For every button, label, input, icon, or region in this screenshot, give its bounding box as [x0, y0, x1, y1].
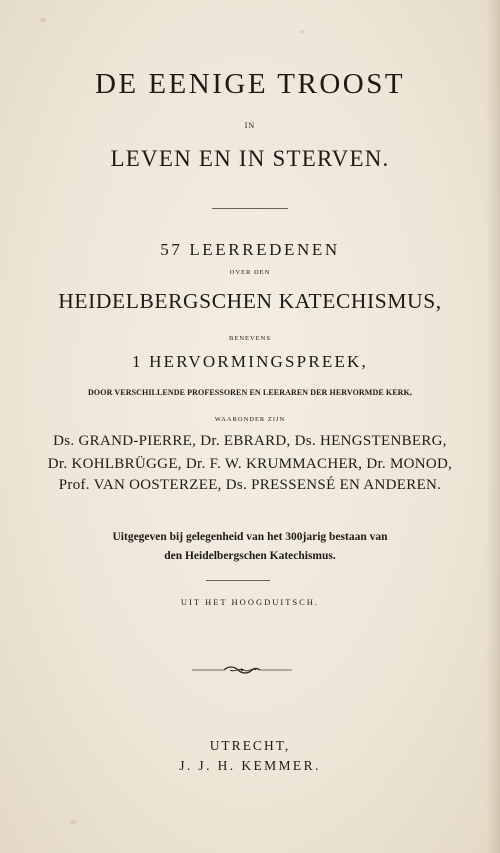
waaronder-line: WAARONDER ZIJN [214, 416, 286, 423]
author-names-line-3: Prof. VAN OOSTERZEE, Ds. PRESSENSÉ EN ANDEREN. [58, 477, 442, 493]
occasion-line-2: den Heidelbergschen Katechismus. [164, 550, 336, 562]
author-names-line-1: Ds. GRAND-PIERRE, Dr. EBRARD, Ds. HENGSTENBERG, [53, 433, 447, 449]
authors-description-line: DOOR VERSCHILLENDE PROFESSOREN EN LEERAREN DER HERVORMDE KERK, [88, 388, 412, 397]
ornament-divider-icon [190, 665, 294, 675]
main-title: DE EENIGE TROOST [94, 68, 406, 100]
reformation-sermon-line: 1 HERVORMINGSPREEK, [132, 352, 368, 371]
divider-rule [206, 580, 270, 581]
occasion-line-1: Uitgegeven bij gelegenheid van het 300jarig bestaan van [112, 531, 388, 543]
publisher-name: J. J. H. KEMMER. [179, 758, 321, 773]
foxing-spot [40, 18, 46, 22]
foxing-spot [70, 820, 77, 824]
foxing-spot [300, 30, 305, 33]
over-den-line: OVER DEN [229, 269, 271, 276]
author-names-line-2: Dr. KOHLBRÜGGE, Dr. F. W. KRUMMACHER, Dr. MONOD, [47, 456, 453, 472]
translation-note: UIT HET HOOGDUITSCH. [180, 597, 320, 607]
divider-rule [212, 208, 288, 209]
catechism-line: HEIDELBERGSCHEN KATECHISMUS, [58, 289, 442, 313]
subtitle: LEVEN EN IN STERVEN. [110, 146, 390, 171]
publication-city: UTRECHT, [209, 738, 291, 753]
benevens-line: BENEVENS [229, 335, 271, 342]
connector-in: IN [244, 121, 256, 130]
sermons-line: 57 LEERREDENEN [160, 240, 340, 259]
